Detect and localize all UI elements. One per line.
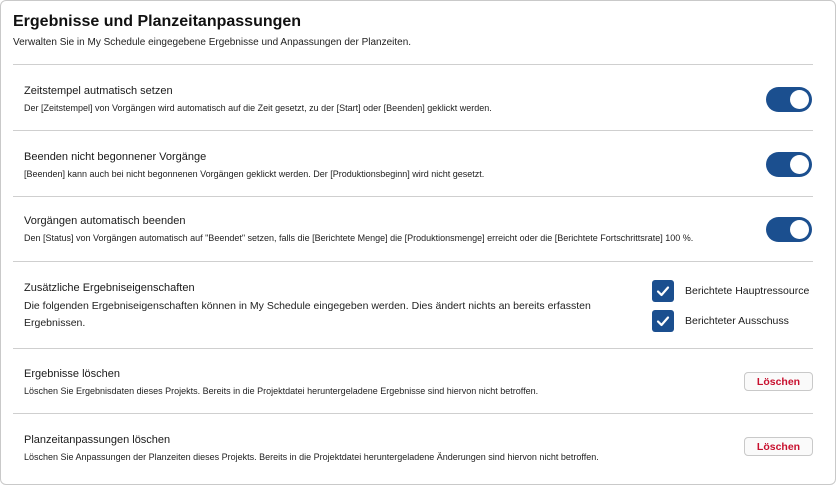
- setting-description: Löschen Sie Ergebnisdaten dieses Projekts. Bereits in die Projektdatei heruntergeladene Ergebnisse sind hiervon nicht betroffen.: [24, 386, 539, 396]
- setting-auto-finish: [24, 215, 814, 245]
- toggle-knob: [790, 90, 809, 109]
- checkmark-icon: [655, 283, 671, 299]
- setting-description: Die folgenden Ergebniseigenschaften können in My Schedule eingegeben werden. Dies ändert nichts an bereits erfassten Ergebnissen.: [24, 300, 591, 329]
- delete-results-button[interactable]: Löschen: [744, 372, 813, 391]
- divider: [13, 348, 813, 349]
- setting-delete-adjustments: [24, 434, 814, 464]
- main-resource-checkbox[interactable]: [652, 280, 674, 302]
- setting-title: Ergebnisse löschen: [24, 368, 121, 380]
- checkmark-icon: [655, 313, 671, 329]
- auto-timestamp-toggle[interactable]: [766, 87, 812, 112]
- setting-finish-unstarted: [24, 151, 814, 181]
- setting-title: Beenden nicht begonnener Vorgänge: [24, 151, 207, 163]
- setting-title: Planzeitanpassungen löschen: [24, 434, 171, 446]
- divider: [13, 196, 813, 197]
- scrap-checkbox[interactable]: [652, 310, 674, 332]
- setting-description: Der [Zeitstempel] von Vorgängen wird automatisch auf die Zeit gesetzt, zu der [Start] oder [Beenden] geklickt werden.: [24, 103, 492, 113]
- toggle-knob: [790, 155, 809, 174]
- setting-title: Vorgängen automatisch beenden: [24, 215, 186, 227]
- setting-description: Den [Status] von Vorgängen automatisch auf "Beendet" setzen, falls die [Berichtete Menge] die [Produktionsmenge] erreicht oder die [Berichtete Fortschrittsrate] 100 %.: [24, 233, 694, 243]
- auto-finish-toggle[interactable]: [766, 217, 812, 242]
- divider: [13, 130, 813, 131]
- divider: [13, 413, 813, 414]
- page-title: Ergebnisse und Planzeitanpassungen: [13, 13, 302, 30]
- setting-description: [Beenden] kann auch bei nicht begonnenen Vorgängen geklickt werden. Der [Produktionsbeginn] wird nicht gesetzt.: [24, 169, 485, 179]
- main-resource-label[interactable]: Berichtete Hauptressource: [685, 285, 810, 297]
- setting-title: Zusätzliche Ergebniseigenschaften: [24, 282, 195, 294]
- scrap-label[interactable]: Berichteter Ausschuss: [685, 315, 789, 327]
- finish-unstarted-toggle[interactable]: [766, 152, 812, 177]
- delete-adjustments-button[interactable]: Löschen: [744, 437, 813, 456]
- page-subtitle: Verwalten Sie in My Schedule eingegebene Ergebnisse und Anpassungen der Planzeiten.: [13, 37, 412, 48]
- setting-delete-results: [24, 368, 814, 398]
- setting-auto-timestamp: [24, 85, 814, 115]
- toggle-knob: [790, 220, 809, 239]
- divider: [13, 64, 813, 65]
- setting-description: Löschen Sie Anpassungen der Planzeiten dieses Projekts. Bereits in die Projektdatei heruntergeladene Änderungen sind hiervon nicht betroffen.: [24, 452, 599, 462]
- divider: [13, 261, 813, 262]
- setting-title: Zeitstempel autmatisch setzen: [24, 85, 173, 97]
